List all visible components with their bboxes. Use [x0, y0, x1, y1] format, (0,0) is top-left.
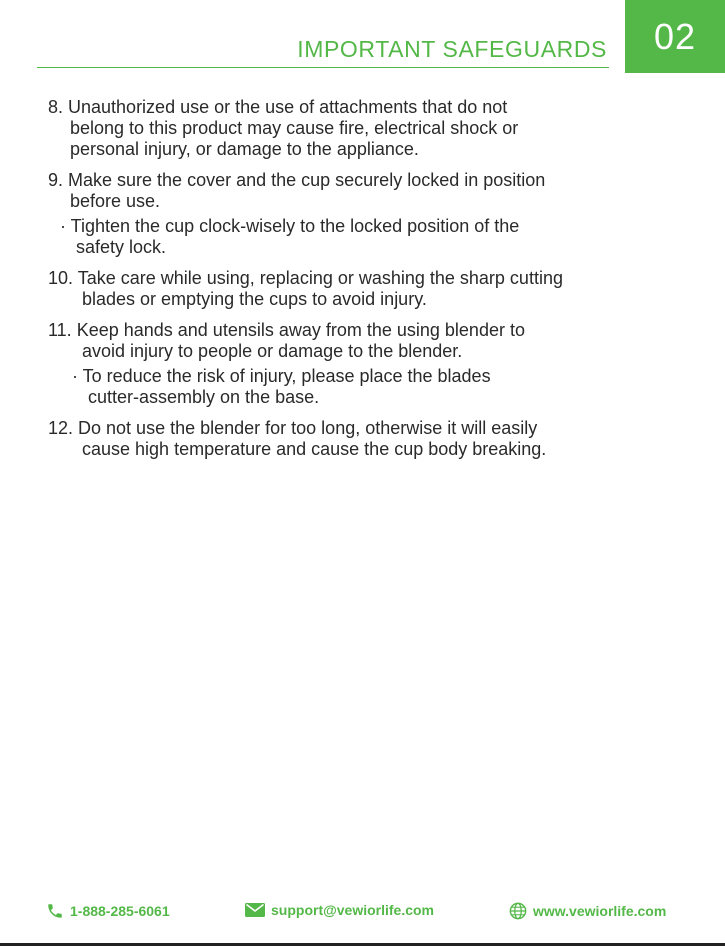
safeguard-item-9-note — [48, 216, 698, 258]
item-line: 9. Make sure the cover and the cup securely locked in position — [48, 170, 546, 190]
item-line: belong to this product may cause fire, electrical shock or — [70, 118, 519, 138]
item-line: 8. Unauthorized use or the use of attachments that do not — [48, 97, 508, 117]
safeguard-item-8 — [48, 97, 698, 160]
item-line: 11. Keep hands and utensils away from the using blender to — [48, 320, 525, 340]
email-address: support@vewiorlife.com — [271, 902, 435, 918]
item-line: personal injury, or damage to the appliance. — [70, 139, 419, 159]
item-line: avoid injury to people or damage to the blender. — [82, 341, 463, 361]
item-line: 12. Do not use the blender for too long, otherwise it will easily — [48, 418, 538, 438]
item-line: blades or emptying the cups to avoid injury. — [82, 289, 427, 309]
item-line: cause high temperature and cause the cup body breaking. — [82, 439, 547, 459]
title-divider — [37, 67, 609, 68]
note-line: safety lock. — [76, 237, 167, 257]
envelope-icon — [245, 902, 265, 918]
note-line: cutter-assembly on the base. — [88, 387, 320, 407]
page-title: IMPORTANT SAFEGUARDS — [297, 36, 607, 62]
safeguard-item-11 — [48, 320, 698, 362]
phone-number: 1-888-285-6061 — [70, 903, 170, 919]
safeguard-item-10 — [48, 268, 698, 310]
safeguards-list — [48, 97, 698, 470]
website-url: www.vewiorlife.com — [533, 903, 667, 919]
note-line: · To reduce the risk of injury, please place the blades — [72, 366, 491, 386]
page-number: 02 — [653, 15, 697, 57]
item-line: before use. — [70, 191, 161, 211]
note-line: · Tighten the cup clock-wisely to the locked position of the — [60, 216, 520, 236]
item-line: 10. Take care while using, replacing or washing the sharp cutting — [48, 268, 563, 288]
globe-icon — [509, 902, 527, 920]
phone-contact[interactable] — [46, 902, 170, 920]
contact-footer — [0, 898, 725, 926]
safeguard-item-11-note — [48, 366, 698, 408]
safeguard-item-12 — [48, 418, 698, 460]
website-contact[interactable] — [509, 902, 666, 920]
phone-icon — [46, 902, 64, 920]
safeguard-item-9 — [48, 170, 698, 212]
email-contact[interactable] — [245, 902, 434, 918]
page-number-badge — [625, 0, 725, 73]
